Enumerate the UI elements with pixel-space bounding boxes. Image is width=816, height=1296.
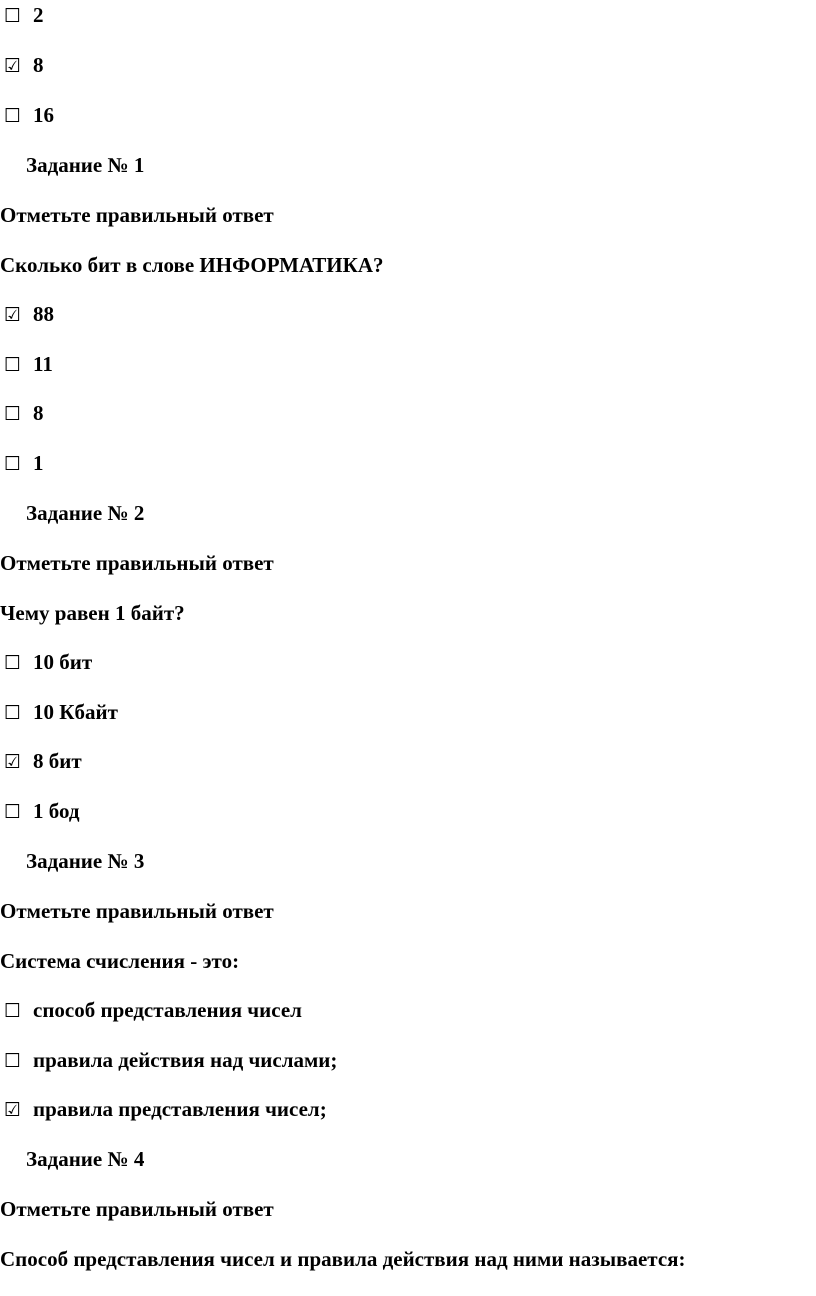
task-instruction: Отметьте правильный ответ [0,1197,274,1221]
checkbox-unchecked-icon[interactable]: ☐ [4,5,22,27]
option-label: 8 [33,401,44,425]
option-label: 2 [33,3,44,27]
option-label: 10 бит [33,650,93,674]
task-heading: Задание № 4 [26,1147,145,1171]
answer-option[interactable] [4,448,44,478]
checkbox-unchecked-icon[interactable]: ☐ [4,1000,22,1022]
checkbox-unchecked-icon[interactable]: ☐ [4,652,22,674]
answer-option[interactable] [4,100,54,130]
task-heading: Задание № 3 [26,849,145,873]
task-instruction: Отметьте правильный ответ [0,899,274,923]
checkbox-unchecked-icon[interactable]: ☐ [4,354,22,376]
answer-option[interactable] [4,299,54,329]
checkbox-checked-icon[interactable]: ☑ [4,55,22,77]
checkbox-checked-icon[interactable]: ☑ [4,304,22,326]
task-question: Система счисления - это: [0,949,240,973]
task-heading: Задание № 2 [26,501,145,525]
answer-option[interactable] [4,647,92,677]
task-question: Чему равен 1 байт? [0,601,185,625]
answer-option[interactable] [4,349,53,379]
checkbox-unchecked-icon[interactable]: ☐ [4,702,22,724]
option-label: способ представления чисел [33,998,302,1022]
option-label: 1 [33,451,44,475]
checkbox-unchecked-icon[interactable]: ☐ [4,453,22,475]
option-label: правила представления чисел; [33,1097,327,1121]
answer-option[interactable] [4,796,80,826]
task-question: Способ представления чисел и правила действия над ними называется: [0,1247,686,1271]
checkbox-unchecked-icon[interactable]: ☐ [4,403,22,425]
option-label: 11 [33,352,53,376]
task-question: Сколько бит в слове ИНФОРМАТИКА? [0,253,384,277]
option-label: 10 Кбайт [33,700,118,724]
answer-option[interactable] [4,746,82,776]
answer-option[interactable] [4,50,44,80]
option-label: правила действия над числами; [33,1048,338,1072]
answer-option[interactable] [4,1045,337,1075]
checkbox-checked-icon[interactable]: ☑ [4,1099,22,1121]
answer-option[interactable] [4,995,302,1025]
answer-option[interactable] [4,697,118,727]
option-label: 16 [33,103,54,127]
task-instruction: Отметьте правильный ответ [0,203,274,227]
answer-option[interactable] [4,0,44,30]
option-label: 88 [33,302,54,326]
checkbox-unchecked-icon[interactable]: ☐ [4,105,22,127]
option-label: 8 [33,53,44,77]
answer-option[interactable] [4,1094,327,1124]
answer-option[interactable] [4,398,44,428]
task-heading: Задание № 1 [26,153,145,177]
task-instruction: Отметьте правильный ответ [0,551,274,575]
checkbox-checked-icon[interactable]: ☑ [4,751,22,773]
checkbox-unchecked-icon[interactable]: ☐ [4,801,22,823]
option-label: 1 бод [33,799,80,823]
option-label: 8 бит [33,749,82,773]
checkbox-unchecked-icon[interactable]: ☐ [4,1050,22,1072]
